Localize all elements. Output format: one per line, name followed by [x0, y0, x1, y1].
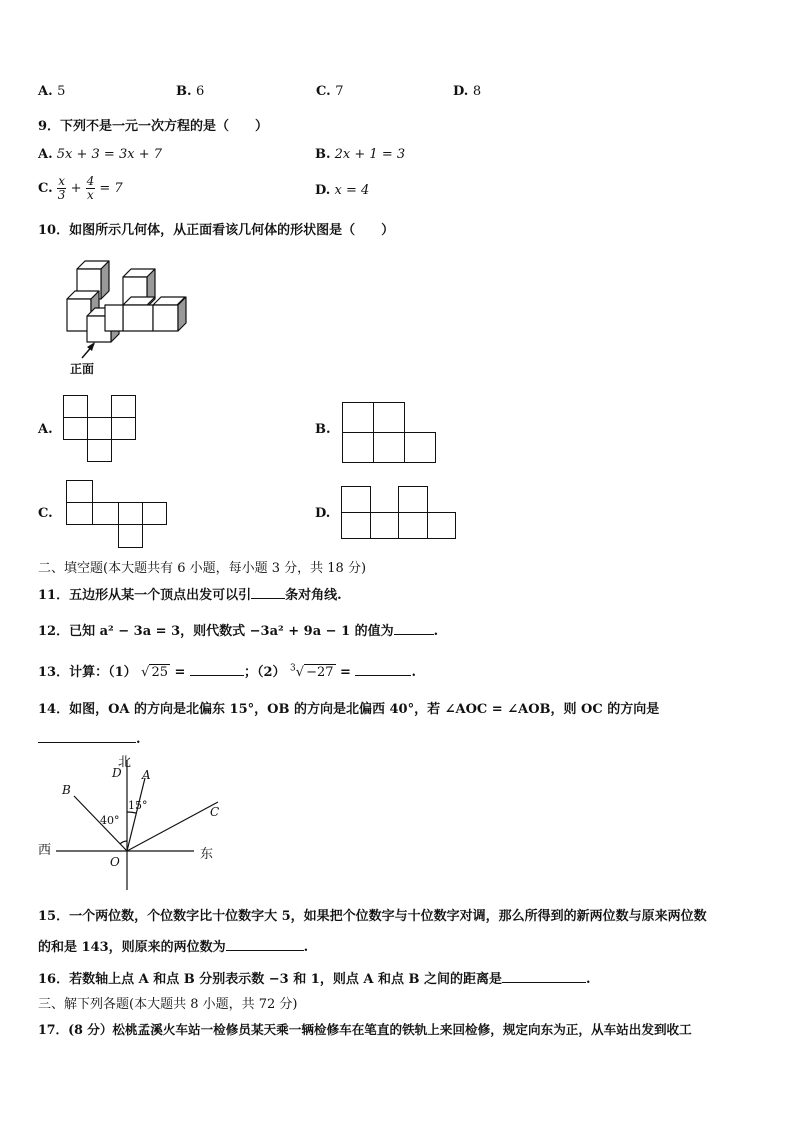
- north-label: 北: [118, 755, 132, 770]
- section-3-heading: 三、解下列各题(本大题共 8 小题，共 72 分): [38, 997, 298, 1012]
- q15-answer-blank[interactable]: [226, 937, 304, 951]
- q14-answer: .: [38, 729, 141, 747]
- q16: 16．若数轴上点 A 和点 B 分别表示数 −3 和 1，则点 A 和点 B 之间的距离是 .: [38, 968, 591, 987]
- q9-option-a: A. 5x + 3 = 3x + 7: [38, 147, 162, 162]
- point-c-label: C: [210, 805, 220, 819]
- q15-line1: 15．一个两位数，个位数字比十位数字大 5，如果把个位数字与十位数字对调，那么所得到的新两位数与原来两位数: [38, 909, 707, 924]
- q8-option-a: A. 5: [38, 84, 66, 99]
- q15-line2: 的和是 143，则原来的两位数为 .: [38, 936, 308, 955]
- front-label: 正面: [70, 362, 95, 376]
- sqrt-25: √ 25: [141, 665, 169, 680]
- q17-line1: 17．(8 分）松桃孟溪火车站一检修员某天乘一辆检修车在笔直的铁轨上来回检修，规定向东为正，从车站出发到收工: [38, 1022, 692, 1037]
- q13-answer1-blank[interactable]: [190, 662, 244, 676]
- q10-option-d-figure: [341, 486, 457, 540]
- compass-direction-figure: [34, 752, 224, 894]
- section-2-heading: 二、填空题(本大题共有 6 小题，每小题 3 分，共 18 分): [38, 561, 367, 576]
- q8-option-d: D. 8: [453, 84, 482, 99]
- angle-40-label: 40°: [100, 814, 120, 827]
- west-label: 西: [38, 843, 52, 858]
- q8-option-b: B. 6: [176, 84, 205, 99]
- angle-15-label: 15°: [128, 799, 148, 812]
- q12: 12．已知 a² − 3a = 3，则代数式 −3a² + 9a − 1 的值为 .: [38, 620, 438, 639]
- point-b-label: B: [62, 783, 71, 797]
- q11: 11．五边形从某一个顶点出发可以引 条对角线.: [38, 584, 342, 603]
- q10-option-a-figure: [63, 395, 137, 463]
- q14-stem: 14．如图，OA 的方向是北偏东 15°，OB 的方向是北偏西 40°，若 ∠AOC = ∠AOB，则 OC 的方向是: [38, 702, 660, 717]
- cube-stack-figure: [60, 256, 195, 380]
- east-label: 东: [200, 847, 214, 862]
- fraction-x-over-3: $\frac{x}{3}$: [57, 174, 66, 202]
- point-o-label: O: [110, 855, 120, 869]
- q16-answer-blank[interactable]: [502, 969, 586, 983]
- fraction-4-over-x: $\frac{4}{x}$: [86, 174, 95, 202]
- q8-option-c: C. 7: [316, 84, 344, 99]
- cbrt-neg27: $^3$√ −27: [290, 663, 334, 680]
- q10-option-b-label: B.: [315, 422, 331, 437]
- q13: 13．计算：（1） √ 25 = ；（2） $^3$√ −27 = .: [38, 663, 416, 680]
- q9-option-b: B. 2x + 1 = 3: [315, 147, 406, 162]
- q10-option-a-label: A.: [38, 422, 53, 437]
- q9-option-c: C. $\frac{x}{3}$ + $\frac{4}{x}$ = 7: [38, 174, 123, 202]
- q13-answer2-blank[interactable]: [355, 662, 411, 676]
- q11-answer-blank[interactable]: [251, 585, 285, 599]
- q10-option-d-label: D.: [315, 506, 331, 521]
- q9-option-d: D. x = 4: [315, 183, 370, 198]
- q14-answer-blank[interactable]: [38, 729, 136, 743]
- q10-option-b-figure: [342, 402, 438, 464]
- point-d-label: D: [112, 766, 122, 780]
- q10-option-c-figure: [66, 480, 170, 550]
- q9-stem: 9．下列不是一元一次方程的是（ ）: [38, 119, 269, 134]
- point-a-label: A: [142, 768, 151, 782]
- q10-stem: 10．如图所示几何体，从正面看该几何体的形状图是（ ）: [38, 223, 395, 238]
- q10-option-c-label: C.: [38, 506, 53, 521]
- q12-answer-blank[interactable]: [394, 621, 434, 635]
